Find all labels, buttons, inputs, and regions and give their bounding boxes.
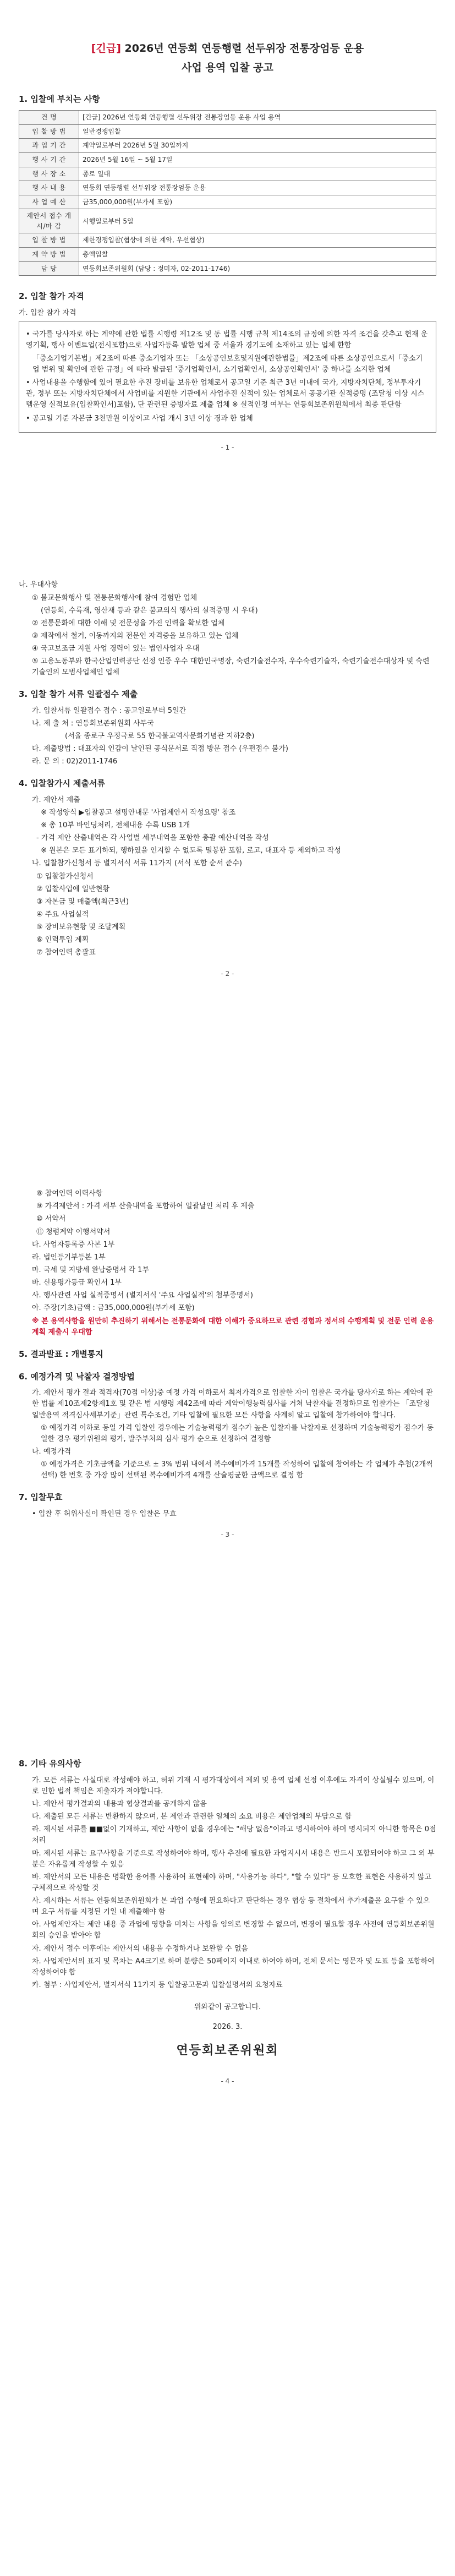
issuing-organization: 연등회보존위원회 (176, 2044, 279, 2058)
preference-item: ② 전통문화에 대한 이해 및 전문성을 가진 인력을 확보한 업체 (32, 619, 225, 627)
preference-list (32, 593, 436, 679)
overview-value: 계약일로부터 2026년 5월 30일까지 (79, 139, 436, 153)
eligibility-0: • 국가를 당사자로 하는 계약에 관한 법률 시행령 제12조 및 동 법률 시행 규칙 제14조의 규정에 의한 자격 조건을 갖추고 현재 운영기획, 행사 이벤트업(전시포함)으로 사업자등록 발한 업체 중 서울과 경기도에 소재하고 있는 업체 한함 (26, 330, 428, 350)
documents-na-item: ① 입찰참가신청서 (36, 872, 94, 881)
title-block (19, 41, 436, 77)
documents-na-item: ⑥ 인력투입 계획 (36, 936, 89, 945)
overview-value: 제한경쟁입찰(협상에 의한 계약, 우선협상) (79, 233, 436, 248)
submission-item: 가. 입찰서류 일괄접수 접수 : 공고일로부터 5일간 (32, 706, 187, 715)
section-1-heading: 1. 입찰에 부치는 사항 (19, 94, 100, 104)
pricing-item: ① 예정가격은 기초금액을 기준으로 ± 3% 범위 내에서 복수예비가격 15개를 작성하여 입찰에 참여하는 각 업체가 추첨(2개씩 선택) 한 번호 중 가장 많이 선택된 복수예비가격 4개를 산술평균한 금액으로 결정 함 (41, 1460, 433, 1480)
overview-row (19, 195, 436, 209)
overview-value: 일반경쟁입찰 (79, 124, 436, 139)
section-4-heading: 4. 입찰참가시 제출서류 (19, 778, 105, 789)
pricing-item: ① 예정가격 이하로 동일 가격 입찰인 경우에는 기술능력평가 점수가 높은 입찰자를 낙찰자로 선정하며 기술능력평가 점수가 동일한 경우 평가위원의 평가, 발주부처의 심사 평가 순으로 선정하여 결정함 (41, 1423, 434, 1443)
documents-item: 사. 행사관련 사업 실적증명서 (별지서식 '주요 사업실적'의 첨부증명서) (32, 1291, 253, 1300)
section-3-heading: 3. 입찰 참가 서류 일괄접수 제출 (19, 689, 138, 700)
overview-key: 건 명 (19, 111, 79, 125)
section-7-heading: 7. 입찰무효 (19, 1492, 63, 1503)
overview-row (19, 181, 436, 195)
documents-item: 아. 주장(기초)금액 : 금35,000,000원(부가세 포함) (32, 1304, 195, 1313)
documents-ga-item: - 가격 제안 산출내역은 각 사업별 세부내역을 포함한 총괄 예산내역을 작성 (36, 834, 269, 843)
section-2-heading: 2. 입찰 참가 자격 (19, 291, 84, 302)
documents-na: 나. 입찰참가신청서 등 별지서식 서류 11가지 (서식 포함 순서 준수) (32, 859, 242, 868)
documents-item: 바. 신용평가등급 확인서 1부 (32, 1279, 122, 1287)
documents-item: 마. 국세 및 지방세 완납증명서 각 1부 (32, 1265, 150, 1274)
title-line1 (19, 41, 436, 57)
overview-key: 사 업 예 산 (19, 195, 79, 209)
overview-key: 제안서 접수 개 시/마 감 (19, 209, 79, 233)
overview-value: 종로 일대 (79, 167, 436, 181)
notes-item: 차. 사업제안서의 표지 및 목차는 A4크기로 하며 분량은 50페이지 이내로 하여야 하며, 전체 문서는 영문자 및 도표 등을 포함하여 작성하여야 함 (32, 1957, 435, 1977)
overview-key: 담 당 (19, 261, 79, 276)
pricing-item: 나. 예정가격 (32, 1448, 72, 1456)
overview-key: 입 찰 방 법 (19, 124, 79, 139)
notes-item: 카. 첨부 : 사업제안서, 별지서식 11가지 등 입찰공고문과 입찰설명서의 요청자료 (32, 1981, 283, 1990)
submission-item: (서울 종로구 우정국로 55 한국불교역사문화기념관 지하2층) (65, 732, 255, 741)
overview-value: [긴급] 2026년 연등회 연등행렬 선두위장 전통장엄등 운용 사업 용역 (79, 111, 436, 125)
section-5-heading: 5. 결과발표 : 개별통지 (19, 1349, 103, 1359)
documents-item: ⑩ 서약서 (36, 1215, 66, 1224)
notes-item: 사. 제시하는 서류는 연등회보존위원회가 본 과업 수행에 필요하다고 판단하는 경우 협상 등 절차에서 추가제출을 요구할 수 있으며 요구 서류를 지정된 기일 내 제출해야 함 (32, 1897, 430, 1917)
notes-item: 마. 제시된 서류는 요구사항을 기준으로 작성하여야 하며, 행사 추진에 필요한 과업지시서 내용은 반드시 포함되어야 하고 그 외 부분은 자유롭게 작성할 수 있음 (32, 1849, 435, 1869)
documents-na-item: ⑦ 참여인력 총괄표 (36, 948, 96, 957)
preference-note: ※ 본 용역사항을 원만히 추진하기 위해서는 전통문화에 대한 이해가 중요하므로 관련 경험과 정서의 수행계획 및 전문 인력 운용계획 제출시 우대함 (32, 1317, 434, 1336)
submission-list (32, 706, 436, 768)
pricing-list (32, 1388, 436, 1481)
submission-item: 나. 제 출 처 : 연등회보존위원회 사무국 (32, 719, 154, 728)
section-8-heading: 8. 기타 유의사항 (19, 1759, 81, 1769)
documents-na-item: ⑤ 장비보유현황 및 조달계획 (36, 923, 126, 932)
documents-item: ⑨ 가격제안서 : 가격 세부 산출내역을 포함하여 일괄날인 처리 후 제출 (36, 1202, 255, 1211)
page-number-1: - 1 - (221, 443, 234, 451)
overview-row (19, 124, 436, 139)
documents-na-item: ③ 자본금 및 매출액(최근3년) (36, 897, 129, 906)
section-2-ga: 가. 입찰 참가 자격 (19, 308, 76, 317)
notes-list (32, 1775, 436, 1991)
overview-key: 행 사 장 소 (19, 167, 79, 181)
preference-item: ④ 국고보조금 지원 사업 경력이 있는 법인사업자 우대 (32, 645, 200, 653)
eligibility-frame (19, 321, 436, 433)
overview-row (19, 248, 436, 262)
documents-na-item: ④ 주요 사업실적 (36, 910, 89, 919)
notes-item: 자. 제안서 접수 이후에는 제안서의 내용을 수정하거나 보완할 수 없음 (32, 1944, 248, 1953)
urgent-label: [긴급] (91, 42, 121, 54)
notes-item: 아. 사업제안자는 제안 내용 중 과업에 영향을 미치는 사항을 임의로 변경할 수 없으며, 변경이 필요할 경우 사전에 연등회보존위원회의 승인을 받아야 함 (32, 1920, 435, 1940)
overview-value: 연등회 연등행렬 선두위장 전통장엄등 운용 (79, 181, 436, 195)
overview-value: 2026년 5월 16일 ~ 5월 17일 (79, 152, 436, 167)
section-2-na: 나. 우대사항 (19, 581, 58, 590)
overview-key: 계 약 방 법 (19, 248, 79, 262)
overview-row (19, 152, 436, 167)
notes-item: 바. 제안서의 모든 내용은 명확한 용어를 사용하여 표현해야 하며, "사용가능 하다", "할 수 있다" 등 모호한 표현은 사용하지 않고 구체적으로 작성할 것 (32, 1873, 432, 1892)
notes-item: 가. 모든 서류는 사실대로 작성해야 하고, 허위 기재 시 평가대상에서 제외 및 용역 업체 선정 이후에도 자격이 상실될수 있으며, 이로 인한 법적 책임은 제출자가 져야합니다. (32, 1776, 435, 1795)
title-sub: 사업 용역 입찰 공고 (182, 62, 273, 74)
documents-list-continued (32, 1188, 436, 1338)
documents-ga-item: ※ 작성양식 ▶입찰공고 설명안내문 '사업제안서 작성요령' 참조 (41, 808, 236, 817)
overview-row (19, 167, 436, 181)
documents-list (32, 795, 436, 959)
preference-item: ① 불교문화행사 및 전통문화행사에 참여 경험만 업체 (32, 593, 198, 602)
overview-key: 행 사 기 간 (19, 152, 79, 167)
submission-item: 라. 문 의 : 02)2011-1746 (32, 757, 118, 766)
documents-na-item: ② 입찰사업에 일반현황 (36, 885, 109, 893)
eligibility-2: • 사업내용을 수행함에 있어 필요한 추진 장비를 보유한 업체로서 공고일 기준 최근 3년 이내에 국가, 지방자치단체, 정부투자기관, 정부 또는 지방자치단체에서 사업비를 지원한 기관에서 사업추진 실적이 있는 업체로서 공공기관 실적증명 (조달청 이상 시스템운영 실적보유(입찰확인서)포함), 단 관련된 증빙자료 제출 업체 ※ 실적인정 여부는 연등회보존위원회에서 최종 판단함 (26, 379, 425, 410)
overview-key: 과 업 기 간 (19, 139, 79, 153)
notes-item: 다. 제출된 모든 서류는 반환하지 않으며, 본 제안과 관련한 일체의 소요 비용은 제안업체의 부담으로 함 (32, 1813, 352, 1821)
eligibility-1: 「중소기업기본법」제2조에 따른 중소기업자 또는 「소상공인보호및지원에관한법률」제2조에 따른 소상공인으로서「중소기업 범위 및 확인에 관한 규정」에 따라 발급된 '중기업확인서, 소기업확인서, 소상공인확인서' 중 하나를 소지한 업체 (32, 354, 423, 374)
overview-row (19, 139, 436, 153)
overview-row (19, 233, 436, 248)
overview-row (19, 209, 436, 233)
overview-value: 총액입찰 (79, 248, 436, 262)
documents-item: ⑪ 청렴계약 이행서약서 (36, 1227, 111, 1236)
closing-date: 2026. 3. (212, 2023, 243, 2032)
overview-value: 연등회보존위원회 (담당 : 정미자, 02-2011-1746) (79, 261, 436, 276)
invalid-list (32, 1509, 436, 1520)
overview-row (19, 111, 436, 125)
documents-ga-item: ※ 원본은 모든 표기하되, 행하였을 인지할 수 없도록 밀봉한 포함, 로고, 대표자 등 제외하고 작성 (41, 847, 341, 855)
overview-value: 금35,000,000원(부가세 포함) (79, 195, 436, 209)
invalid-item: • 입찰 후 허위사실이 확인된 경우 입찰은 무효 (32, 1509, 177, 1518)
documents-item: ⑧ 참여인력 이력사항 (36, 1189, 103, 1198)
overview-row (19, 261, 436, 276)
overview-key: 입 찰 방 법 (19, 233, 79, 248)
page-number-3: - 3 - (221, 1530, 234, 1538)
preference-item: ③ 제작에서 철거, 이동까지의 전문인 자격증을 보유하고 있는 업체 (32, 631, 239, 640)
notes-item: 나. 제안서 평가결과의 내용과 협상결과를 공개하지 않음 (32, 1799, 207, 1808)
closing-announce: 위와같이 공고합니다. (194, 2003, 261, 2012)
page-break (19, 1549, 436, 1748)
notes-item: 라. 제시된 서류를 ■■없이 기재하고, 제안 사항이 없을 경우에는 "해당 없음"이라고 명시하여야 하며 명시되지 아니한 항목은 0점 처리 (32, 1825, 436, 1845)
page-number-2: - 2 - (221, 969, 234, 978)
submission-item: 다. 제출방법 : 대표자의 인감이 날인된 공식문서로 직접 방문 접수 (우편접수 불가) (32, 745, 288, 754)
section-6-heading: 6. 예정가격 및 낙찰자 결정방법 (19, 1372, 135, 1382)
pricing-item: 가. 제안서 평가 결과 적격자(70점 이상)중 예정 가격 이하로서 최저가격으로 입찰한 자이 입찰은 국가를 당사자로 하는 계약에 관한 법률 제10조제2항제1호 및 같은 법 시행령 제42조에 따라 계약이행능력심사를 거쳐 낙찰자를 결정하므로 입찰가는 「조달청 일반용역 적격심사세부기준」관련 특수조건, 기타 입찰에 필요한 모든 사항을 사계히 알고 입찰에 참가하여야 합니다. (32, 1389, 433, 1420)
overview-value: 시행일로부터 5일 (79, 209, 436, 233)
page-number-4: - 4 - (221, 2077, 234, 2085)
preference-item: (연등회, 수륙재, 영산재 등과 같은 불교의식 행사의 실적증명 시 우대) (41, 606, 258, 615)
documents-ga: 가. 제안서 제출 (32, 795, 80, 804)
page-break (19, 989, 436, 1187)
preference-item: ⑤ 고용노동부와 한국산업인력공단 선정 인증 우수 대한민국명장, 숙련기술전수자, 우수숙련기술자, 숙련기술전수대상자 및 숙련기술인의 모범사업체인 업체 (32, 657, 430, 677)
documents-item: 라. 법인등기부등본 1부 (32, 1253, 106, 1262)
page-break (19, 462, 436, 578)
documents-ga-item: ※ 총 10부 바인딩처리, 전체내용 수록 USB 1개 (41, 821, 190, 829)
overview-key: 행 사 내 용 (19, 181, 79, 195)
title-main: 2026년 연등회 연등행렬 선두위장 전통장엄등 운용 (124, 42, 364, 54)
documents-item: 다. 사업자등록증 사본 1부 (32, 1240, 115, 1249)
closing-block (19, 2002, 436, 2060)
overview-table (19, 110, 436, 276)
eligibility-3: • 공고일 기준 자본금 3천만원 이상이고 사업 개시 3년 이상 경과 한 업체 (26, 414, 253, 423)
